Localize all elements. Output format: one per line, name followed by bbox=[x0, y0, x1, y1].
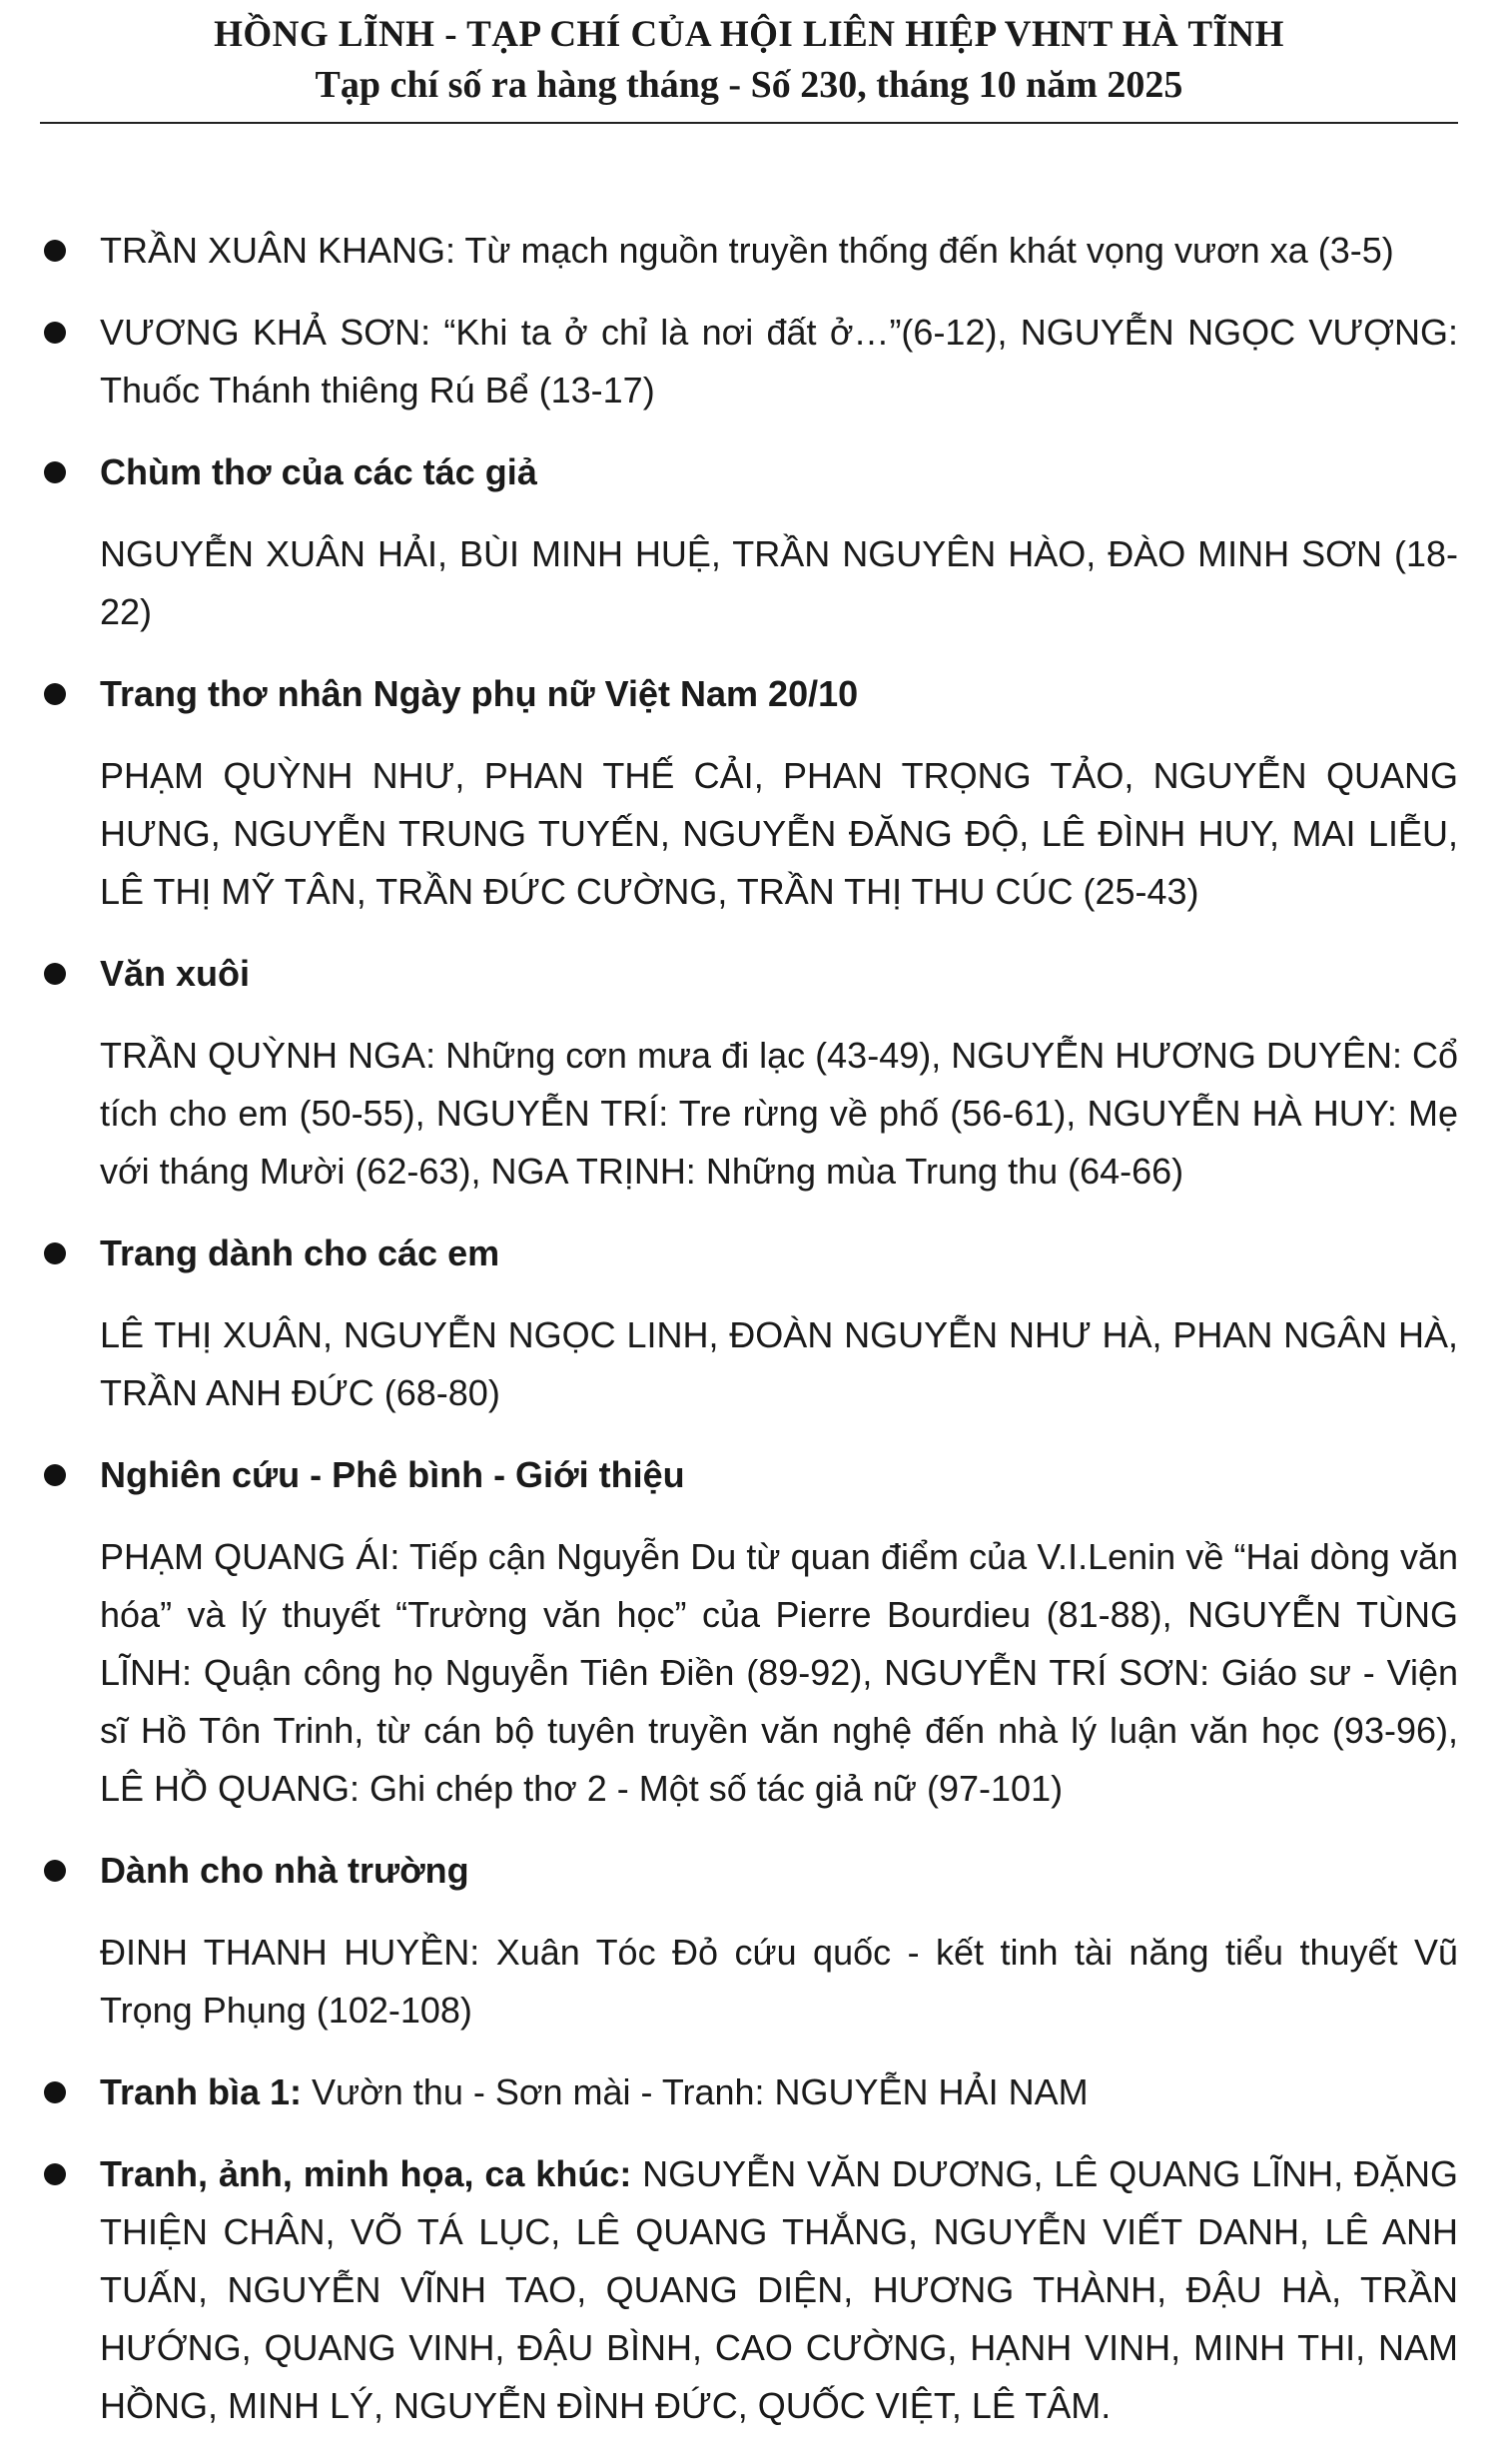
bullet-icon bbox=[44, 461, 66, 483]
cover-art-label: Tranh bìa 1: bbox=[100, 2071, 303, 2112]
section-body: LÊ THỊ XUÂN, NGUYỄN NGỌC LINH, ĐOÀN NGUYỄN NHƯ HÀ, PHAN NGÂN HÀ, TRẦN ANH ĐỨC (68-80) bbox=[100, 1314, 1458, 1413]
toc-entry bbox=[40, 222, 1458, 280]
bullet-icon bbox=[44, 1860, 66, 1882]
toc-section-poetry-collection bbox=[40, 443, 1458, 641]
section-heading: Chùm thơ của các tác giả bbox=[100, 451, 537, 492]
bullet-icon bbox=[44, 240, 66, 262]
section-heading: Trang dành cho các em bbox=[100, 1232, 500, 1273]
cover-art-text: Vườn thu - Sơn mài - Tranh: NGUYỄN HẢI NAM bbox=[302, 2071, 1089, 2112]
illustrations-text: NGUYỄN VĂN DƯƠNG, LÊ QUANG LĨNH, ĐẶNG THIỆN CHÂN, VÕ TÁ LỤC, LÊ QUANG THẮNG, NGUYỄN VIẾT DANH, LÊ ANH TUẤN, NGUYỄN VĨNH TAO, QUANG DIỆN, HƯƠNG THÀNH, ĐẬU HÀ, TRẦN HƯỚNG, QUANG VINH, ĐẬU BÌNH, CAO CƯỜNG, HẠNH VINH, MINH THI, NAM HỒNG, MINH LÝ, NGUYỄN ĐÌNH ĐỨC, QUỐC VIỆT, LÊ TÂM. bbox=[100, 2153, 1458, 2426]
toc-section-womens-day-poetry bbox=[40, 665, 1458, 921]
bullet-icon bbox=[44, 963, 66, 985]
bullet-icon bbox=[44, 683, 66, 705]
toc-entry-text: TRẦN XUÂN KHANG: Từ mạch nguồn truyền thống đến khát vọng vươn xa (3-5) bbox=[100, 230, 1394, 271]
section-heading: Văn xuôi bbox=[100, 953, 251, 994]
header-divider bbox=[40, 122, 1458, 124]
toc-section-prose bbox=[40, 945, 1458, 1201]
bullet-icon bbox=[44, 2163, 66, 2185]
bullet-icon bbox=[44, 1464, 66, 1486]
magazine-title: HỒNG LĨNH - TẠP CHÍ CỦA HỘI LIÊN HIỆP VHNT HÀ TĨNH bbox=[214, 14, 1284, 55]
section-heading: Nghiên cứu - Phê bình - Giới thiệu bbox=[100, 1454, 685, 1495]
bullet-icon bbox=[44, 1242, 66, 1264]
section-body: ĐINH THANH HUYỀN: Xuân Tóc Đỏ cứu quốc - kết tinh tài năng tiểu thuyết Vũ Trọng Phụng (102-108) bbox=[100, 1932, 1458, 2031]
section-body: PHẠM QUỲNH NHƯ, PHAN THẾ CẢI, PHAN TRỌNG TẢO, NGUYỄN QUANG HƯNG, NGUYỄN TRUNG TUYẾN, NGUYỄN ĐĂNG ĐỘ, LÊ ĐÌNH HUY, MAI LIỄU, LÊ THỊ MỸ TÂN, TRẦN ĐỨC CƯỜNG, TRẦN THỊ THU CÚC (25-43) bbox=[100, 755, 1458, 912]
section-heading: Dành cho nhà trường bbox=[100, 1850, 469, 1891]
toc-illustrations bbox=[40, 2145, 1458, 2435]
section-body: NGUYỄN XUÂN HẢI, BÙI MINH HUỆ, TRẦN NGUYÊN HÀO, ĐÀO MINH SƠN (18-22) bbox=[100, 533, 1458, 632]
section-body: TRẦN QUỲNH NGA: Những cơn mưa đi lạc (43-49), NGUYỄN HƯƠNG DUYÊN: Cổ tích cho em (50-55), NGUYỄN TRÍ: Tre rừng về phố (56-61), NGUYỄN HÀ HUY: Mẹ với tháng Mười (62-63), NGA TRỊNH: Những mùa Trung thu (64-66) bbox=[100, 1035, 1458, 1192]
bullet-icon bbox=[44, 322, 66, 344]
toc-cover-art bbox=[40, 2063, 1458, 2121]
toc-section-children bbox=[40, 1225, 1458, 1422]
magazine-header bbox=[40, 10, 1458, 110]
toc-entry bbox=[40, 304, 1458, 419]
bullet-icon bbox=[44, 2081, 66, 2103]
toc-section-research-criticism bbox=[40, 1446, 1458, 1818]
toc-section-school bbox=[40, 1842, 1458, 2040]
issue-subtitle: Tạp chí số ra hàng tháng - Số 230, tháng 10 năm 2025 bbox=[315, 64, 1183, 106]
toc-entry-text: VƯƠNG KHẢ SƠN: “Khi ta ở chỉ là nơi đất ở…”(6-12), NGUYỄN NGỌC VƯỢNG: Thuốc Thánh thiêng Rú Bể (13-17) bbox=[100, 312, 1458, 410]
illustrations-label: Tranh, ảnh, minh họa, ca khúc: bbox=[100, 2153, 632, 2194]
section-body: PHẠM QUANG ÁI: Tiếp cận Nguyễn Du từ quan điểm của V.I.Lenin về “Hai dòng văn hóa” và lý thuyết “Trường văn học” của Pierre Bourdieu (81-88), NGUYỄN TÙNG LĨNH: Quận công họ Nguyễn Tiên Điền (89-92), NGUYỄN TRÍ SƠN: Giáo sư - Viện sĩ Hồ Tôn Trinh, từ cán bộ tuyên truyền văn nghệ đến nhà lý luận văn học (93-96), LÊ HỒ QUANG: Ghi chép thơ 2 - Một số tác giả nữ (97-101) bbox=[100, 1536, 1458, 1809]
table-of-contents bbox=[40, 222, 1458, 2459]
section-heading: Trang thơ nhân Ngày phụ nữ Việt Nam 20/10 bbox=[100, 673, 859, 714]
